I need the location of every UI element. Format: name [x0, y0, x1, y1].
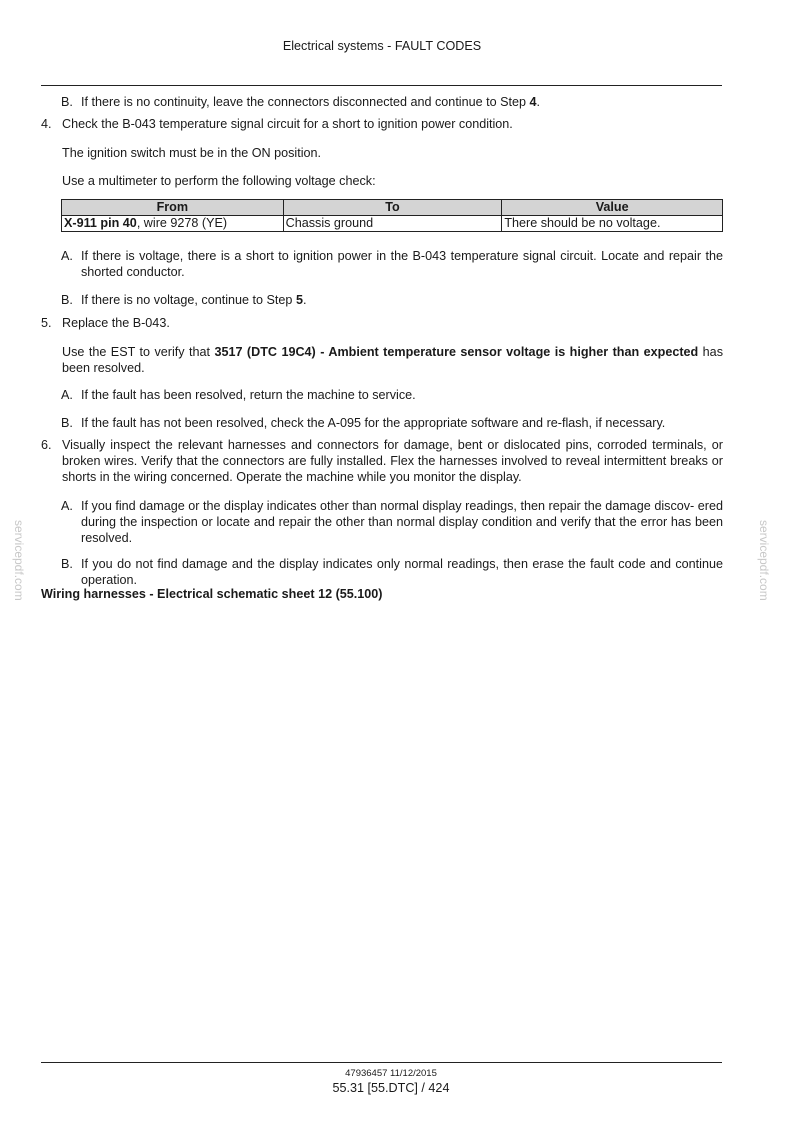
cell-to: Chassis ground [283, 216, 502, 232]
footer-divider [41, 1062, 722, 1063]
table-header-row [62, 200, 723, 216]
schematic-reference-link[interactable]: Wiring harnesses - Electrical schematic sheet 12 (55.100) [41, 587, 383, 601]
step-text: If the fault has not been resolved, check the A-095 for the appropriate software and re-flash, if necessary. [81, 416, 666, 430]
document-id: 47936457 11/12/2015 [345, 1068, 437, 1079]
header-divider [41, 85, 722, 86]
step-ref: 5 [295, 293, 303, 307]
page-number: 55.31 [55.DTC] / 424 [332, 1081, 450, 1095]
step-text: If there is voltage, there is a short to ignition power in the B-043 temperature signal circuit. Locate and repair the shorted conductor. [81, 249, 723, 279]
step-label: A. [61, 499, 73, 513]
step-text: Visually inspect the relevant harnesses and connectors for damage, bent or dislocated pins, corroded terminals, or broken wires. Verify that the connectors are fully installed. Flex the harnesses involved to reveal intermittent breaks or shorts in the wiring concerned. Operate the machine while you monitor the display. [62, 438, 723, 484]
column-header-to: To [283, 200, 502, 216]
step-text: If the fault has been resolved, return the machine to service. [81, 388, 416, 402]
step-label: B. [61, 557, 73, 571]
step-label: B. [61, 293, 73, 307]
step-text: If you do not find damage and the display indicates only normal readings, then erase the fault code and continue operation. [81, 557, 723, 587]
step-4-note-multimeter: Use a multimeter to perform the following voltage check: [62, 174, 376, 188]
step-ref: 4 [529, 95, 537, 109]
step-text: Check the B-043 temperature signal circuit for a short to ignition power condition. [62, 117, 513, 131]
step-5-verify-note: Use the EST to verify that 3517 (DTC 19C4) - Ambient temperature sensor voltage is higher than expected has been resolved. [62, 345, 723, 375]
step-text: If there is no continuity, leave the connectors disconnected and continue to Step 4. [81, 95, 541, 109]
step-6a [61, 498, 723, 546]
step-text: If you find damage or the display indicates other than normal display readings, then repair the damage discov- ered during the inspection or locate and repair the other than normal display condition and verify that the error has been resolved. [81, 499, 723, 545]
step-label: A. [61, 388, 73, 402]
cell-value: There should be no voltage. [502, 216, 723, 232]
step-text: Replace the B-043. [62, 316, 170, 330]
column-header-value: Value [502, 200, 723, 216]
watermark-left: servicepdf.com [12, 520, 26, 601]
step-label: 6. [41, 438, 52, 452]
table-row [62, 216, 723, 232]
step-label: B. [61, 95, 73, 109]
step-text: If there is no voltage, continue to Step 5. [81, 293, 307, 307]
watermark-right: servicepdf.com [757, 520, 771, 601]
step-6b [61, 556, 723, 588]
step-4-note-ignition: The ignition switch must be in the ON position. [62, 146, 321, 160]
cell-from: X-911 pin 40, wire 9278 (YE) [62, 216, 284, 232]
fault-code-title: 3517 (DTC 19C4) - Ambient temperature sensor voltage is higher than expected [214, 345, 699, 359]
header-title: Electrical systems - FAULT CODES [282, 39, 482, 53]
step-label: 4. [41, 117, 52, 131]
step-6 [41, 437, 723, 485]
step-4a [61, 248, 723, 280]
step-label: 5. [41, 316, 52, 330]
step-label: A. [61, 249, 73, 263]
voltage-check-table [61, 199, 723, 232]
column-header-from: From [62, 200, 284, 216]
step-label: B. [61, 416, 73, 430]
